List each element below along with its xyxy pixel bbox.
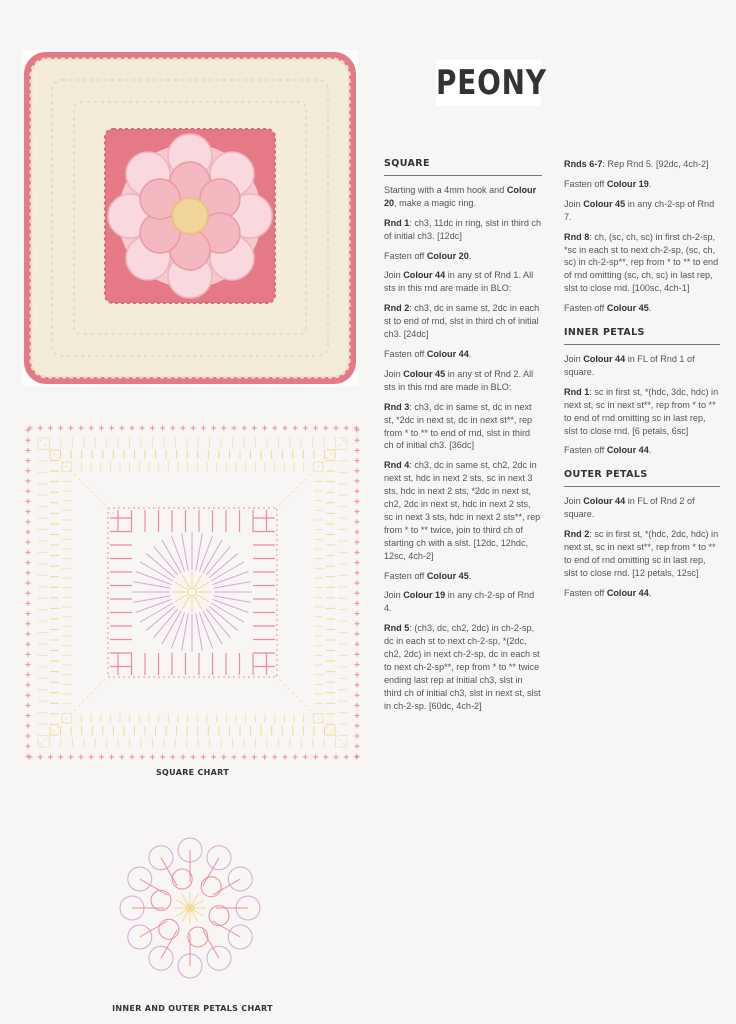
chart-corner: [269, 440, 346, 516]
chart-stitch: [355, 570, 360, 575]
chart-stitch: [242, 755, 247, 760]
rnd-4-step: Rnd 4: ch3, dc in same st, ch2, 2dc in next st, hdc in next 2 sts, sc in next 3 sts, hdc in next 2 sts, *2dc in next st, ch2, 2dc in next st, hdc in next 2 sts, sc in next 3 sts, hdc in next 2 sts**, rep from * to ** twice, join to third ch of starting ch with a slst. [12dc, 12hdc, 12sc, 4ch-2]: [384, 460, 541, 561]
chart-stitch: [355, 581, 360, 586]
page-title: PEONY: [436, 60, 541, 106]
chart-stitch: [99, 426, 104, 431]
chart-stitch: [334, 426, 339, 431]
chart-stitch: [211, 426, 216, 431]
chart-stitch: [161, 931, 177, 959]
chart-stitch: [232, 426, 237, 431]
petals-chart-caption: INNER AND OUTER PETALS CHART: [112, 1004, 273, 1013]
chart-stitch: [175, 582, 188, 590]
chart-petal: [149, 946, 173, 970]
chart-stitch: [323, 755, 328, 760]
outer-petals-heading: OUTER PETALS: [564, 469, 720, 487]
chart-stitch: [201, 755, 206, 760]
chart-stitch: [26, 591, 31, 596]
chart-stitch: [272, 755, 277, 760]
chart-stitch: [283, 426, 288, 431]
chart-stitch: [355, 601, 360, 606]
chart-stitch: [58, 755, 63, 760]
chart-stitch: [26, 448, 31, 453]
join-step: Join Colour 45 in any st of Rnd 2. All sts in this rnd are made in BLO:: [384, 368, 534, 392]
chart-stitch: [334, 755, 339, 760]
chart-stitch: [283, 755, 288, 760]
chart-stitch: [161, 858, 177, 886]
chart-stitch: [203, 931, 219, 959]
chart-stitch: [160, 755, 165, 760]
chart-stitch: [26, 519, 31, 524]
chart-stitch: [26, 499, 31, 504]
chart-stitch: [181, 426, 186, 431]
chart-stitch: [89, 755, 94, 760]
chart-stitch: [26, 621, 31, 626]
chart-stitch: [26, 683, 31, 688]
chart-stitch: [150, 755, 155, 760]
join-step: Join Colour 44 in FL of Rnd 1 of square.: [564, 353, 695, 377]
chart-stitch: [170, 755, 175, 760]
chart-stitch: [355, 734, 360, 739]
chart-stitch: [213, 879, 241, 895]
chart-stitch: [170, 426, 175, 431]
chart-stitch: [355, 683, 360, 688]
square-heading: SQUARE: [384, 158, 542, 176]
chart-petal: [149, 846, 173, 870]
chart-stitch: [130, 755, 135, 760]
chart-corner: [269, 669, 346, 746]
chart-stitch: [140, 879, 168, 895]
chart-stitch: [211, 755, 216, 760]
chart-stitch: [140, 921, 168, 937]
chart-stitch: [195, 596, 203, 609]
chart-stitch: [79, 755, 84, 760]
chart-petal: [209, 906, 229, 926]
chart-stitch: [26, 601, 31, 606]
chart-stitch: [355, 560, 360, 565]
join-step: Join Colour 44 in any st of Rnd 1. All sts in this rnd are made in BLO:: [384, 270, 534, 294]
chart-stitch: [355, 468, 360, 473]
chart-stitch: [140, 426, 145, 431]
chart-stitch: [119, 755, 124, 760]
chart-stitch: [26, 550, 31, 555]
chart-stitch: [355, 591, 360, 596]
chart-stitch: [26, 509, 31, 514]
chart-stitch: [262, 755, 267, 760]
chart-stitch: [48, 755, 53, 760]
chart-magic-ring: [188, 588, 196, 596]
chart-stitch: [26, 458, 31, 463]
chart-stitch: [109, 426, 114, 431]
fasten-off-step: Fasten off Colour 45.: [384, 570, 472, 581]
chart-stitch: [355, 611, 360, 616]
chart-stitch: [221, 755, 226, 760]
chart-stitch: [355, 621, 360, 626]
chart-stitch: [232, 755, 237, 760]
chart-stitch: [58, 426, 63, 431]
chart-petal: [207, 846, 231, 870]
chart-stitch: [221, 426, 226, 431]
chart-stitch: [196, 595, 209, 603]
chart-stitch: [355, 489, 360, 494]
chart-stitch: [196, 582, 209, 590]
fasten-off-step: Fasten off Colour 19.: [564, 178, 652, 189]
instructions-column-1: [384, 158, 542, 720]
rnd-3-step: Rnd 3: ch3, dc in same st, dc in next st, *2dc in next st, dc in next st**, rep from * to ** to end of rnd, slst in third ch of initial ch3. [36dc]: [384, 401, 533, 451]
chart-stitch: [272, 426, 277, 431]
chart-stitch: [48, 426, 53, 431]
rnd-2-step: Rnd 2: ch3, dc in same st, 2dc in each st to end of rnd, slst in third ch of initial ch3. [24dc]: [384, 303, 540, 340]
chart-corner: [40, 669, 116, 746]
chart-stitch: [191, 426, 196, 431]
inner-petals-heading: INNER PETALS: [564, 327, 720, 345]
instructions-column-2: [564, 158, 720, 607]
chart-stitch: [323, 426, 328, 431]
chart-stitch: [303, 755, 308, 760]
chart-stitch: [203, 858, 219, 886]
chart-stitch: [79, 426, 84, 431]
chart-stitch: [182, 596, 190, 609]
chart-stitch: [26, 662, 31, 667]
chart-stitch: [68, 755, 73, 760]
chart-stitch: [355, 509, 360, 514]
chart-stitch: [26, 560, 31, 565]
chart-stitch: [355, 530, 360, 535]
fasten-off-step: Fasten off Colour 20.: [384, 250, 472, 261]
square-chart-caption: SQUARE CHART: [155, 768, 230, 777]
chart-stitch: [313, 755, 318, 760]
chart-petal: [159, 919, 179, 939]
chart-stitch: [38, 755, 43, 760]
chart-stitch: [150, 426, 155, 431]
chart-stitch: [175, 595, 188, 603]
chart-stitch: [355, 693, 360, 698]
chart-petal: [128, 925, 152, 949]
chart-stitch: [89, 426, 94, 431]
square-chart: [20, 420, 365, 765]
chart-stitch: [26, 723, 31, 728]
chart-petal: [207, 946, 231, 970]
chart-stitch: [242, 426, 247, 431]
chart-stitch: [355, 632, 360, 637]
fasten-off-step: Fasten off Colour 44.: [564, 587, 652, 598]
chart-stitch: [26, 734, 31, 739]
fasten-off-step: Fasten off Colour 44.: [564, 445, 652, 456]
chart-petal: [188, 927, 208, 947]
chart-stitch: [195, 575, 203, 588]
chart-stitch: [344, 755, 349, 760]
chart-stitch: [26, 570, 31, 575]
rnd-6-7-step: Rnds 6-7: Rep Rnd 5. [92dc, 4ch-2]: [564, 159, 709, 169]
chart-stitch: [26, 672, 31, 677]
chart-stitch: [355, 519, 360, 524]
chart-stitch: [26, 438, 31, 443]
chart-stitch: [252, 426, 257, 431]
chart-stitch: [355, 550, 360, 555]
join-step: Join Colour 19 in any ch-2-sp of Rnd 4.: [384, 590, 535, 614]
chart-stitch: [26, 744, 31, 749]
chart-stitch: [355, 642, 360, 647]
chart-stitch: [26, 540, 31, 545]
chart-petal: [128, 867, 152, 891]
chart-stitch: [355, 662, 360, 667]
chart-stitch: [26, 489, 31, 494]
inner-rnd-1-step: Rnd 1: sc in first st, *(hdc, 3dc, hdc) in next st, sc in next st**, rep from * to ** to end of rnd omitting sc in last rep, slst to close rnd. [6 petals, 6sc]: [564, 386, 719, 436]
chart-stitch: [355, 438, 360, 443]
chart-stitch: [262, 426, 267, 431]
chart-stitch: [344, 426, 349, 431]
chart-stitch: [355, 723, 360, 728]
chart-stitch: [26, 468, 31, 473]
chart-stitch: [293, 426, 298, 431]
chart-stitch: [99, 755, 104, 760]
rnd-5-step: Rnd 5: (ch3, dc, ch2, 2dc) in ch-2-sp, dc in each st to next ch-2-sp, *(2dc, ch2, 2dc) in next ch-2-sp, dc in each st to next ch-2-sp**, rep from * to ** twice ending last rep at initial ch3, slst in third ch of initial ch3, slst in next st, slst in ch-2-sp. [60dc, 4ch-2]: [384, 623, 541, 711]
chart-stitch: [201, 426, 206, 431]
chart-stitch: [191, 755, 196, 760]
chart-stitch: [355, 540, 360, 545]
chart-stitch: [293, 755, 298, 760]
join-step: Join Colour 45 in any ch-2-sp of Rnd 7.: [564, 198, 715, 222]
chart-stitch: [26, 530, 31, 535]
chart-stitch: [355, 499, 360, 504]
chart-stitch: [26, 611, 31, 616]
chart-petal: [151, 890, 171, 910]
chart-stitch: [181, 755, 186, 760]
chart-stitch: [213, 921, 241, 937]
chart-stitch: [160, 426, 165, 431]
outer-rnd-2-step: Rnd 2: sc in first st, *(hdc, 2dc, hdc) in next st, sc in next st**, rep from * to ** to end of rnd omitting sc in last rep, slst to close rnd. [12 petals, 12sc]: [564, 529, 719, 578]
chart-stitch: [26, 703, 31, 708]
petals-chart: [110, 828, 270, 988]
chart-corner: [40, 440, 116, 516]
chart-stitch: [313, 426, 318, 431]
chart-stitch: [355, 703, 360, 708]
chart-stitch: [26, 581, 31, 586]
fasten-off-step: Fasten off Colour 45.: [564, 303, 652, 314]
chart-stitch: [140, 755, 145, 760]
chart-stitch: [303, 426, 308, 431]
intro-step: Starting with a 4mm hook and Colour 20, make a magic ring.: [384, 184, 537, 208]
chart-stitch: [355, 479, 360, 484]
chart-stitch: [26, 479, 31, 484]
chart-stitch: [355, 744, 360, 749]
join-step: Join Colour 44 in FL of Rnd 2 of square.: [564, 496, 695, 520]
chart-petal: [201, 877, 221, 897]
chart-stitch: [182, 575, 190, 588]
chart-stitch: [38, 426, 43, 431]
chart-stitch: [355, 458, 360, 463]
chart-stitch: [130, 426, 135, 431]
peony-square-photo: [22, 50, 358, 386]
chart-petal: [172, 869, 192, 889]
chart-stitch: [354, 755, 359, 760]
rnd-1-step: Rnd 1: ch3, 11dc in ring, slst in third ch of initial ch3. [12dc]: [384, 217, 542, 241]
chart-stitch: [26, 652, 31, 657]
chart-stitch: [355, 754, 360, 759]
chart-stitch: [109, 755, 114, 760]
chart-stitch: [26, 632, 31, 637]
chart-stitch: [355, 672, 360, 677]
chart-stitch: [355, 652, 360, 657]
chart-stitch: [355, 448, 360, 453]
chart-stitch: [68, 426, 73, 431]
chart-stitch: [26, 642, 31, 647]
chart-stitch: [355, 713, 360, 718]
chart-stitch: [26, 713, 31, 718]
fasten-off-step: Fasten off Colour 44.: [384, 348, 472, 359]
rnd-8-step: Rnd 8: ch, (sc, ch, sc) in first ch-2-sp, *sc in each st to next ch-2-sp, (sc, ch, sc) in ch-2-sp**, rep from * to ** to end of rnd omitting (sc, ch, sc) in last rep, slst to close rnd. [100sc, 4ch-1]: [564, 231, 719, 294]
chart-stitch: [252, 755, 257, 760]
chart-stitch: [26, 693, 31, 698]
chart-stitch: [119, 426, 124, 431]
